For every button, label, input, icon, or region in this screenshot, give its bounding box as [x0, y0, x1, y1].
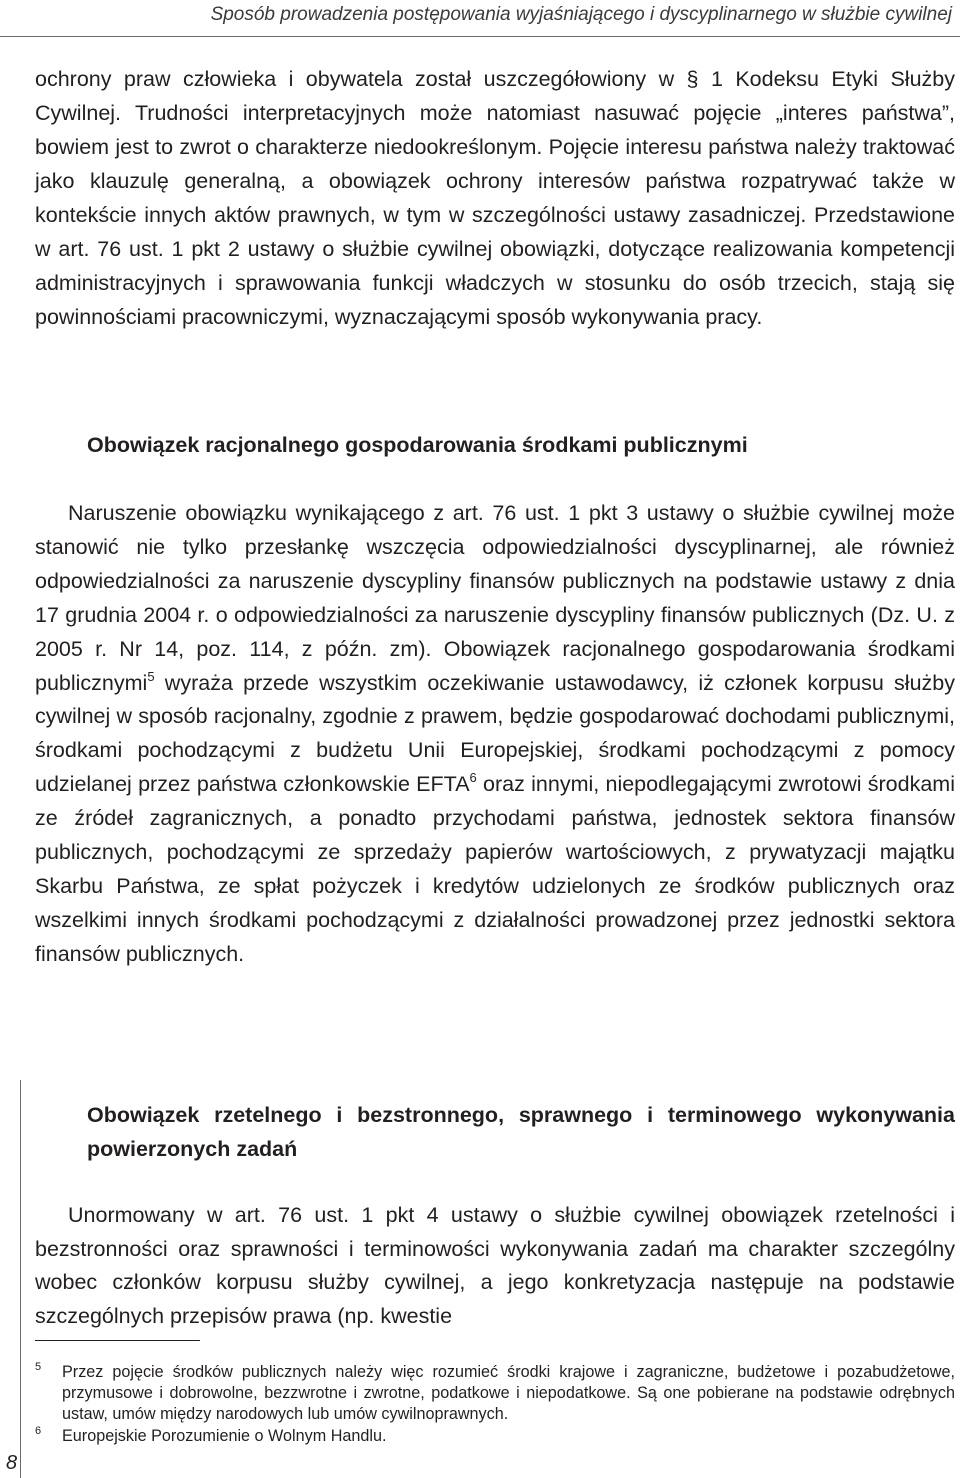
footnote-reference[interactable]: 5 [147, 668, 155, 684]
footnote-mark: 5 [35, 1361, 42, 1373]
paragraph-public-funds [35, 497, 955, 972]
footnote-text: Przez pojęcie środków publicznych należy więc rozumieć środki krajowe i zagraniczne, budżetowe i pozabudżetowe, przymusowe i dobrowolne, bezzwrotne i zwrotne, podatkowe i niepodatkowe. Są one pobierane na podstawie odrębnych ustaw, umów między narodowych lub umów cywilnoprawnych. [62, 1363, 955, 1423]
section-heading-reliability: Obowiązek rzetelnego i bezstronnego, sprawnego i terminowego wykonywania powierzonych zadań [87, 1103, 955, 1161]
paragraph-text [35, 497, 955, 972]
footnote-text: Europejskie Porozumienie o Wolnym Handlu. [62, 1427, 387, 1445]
paragraph-segment: oraz innymi, niepodlegającymi zwrotowi środkami ze źródeł zagranicznych, a ponadto przychodami państwa, jednostek sektora finansów publicznych, pochodzącymi ze sprzedaży papierów wartościowych, z prywatyzacji majątku Skarbu Państwa, ze spłat pożyczek i kredytów udzielonych ze środków publicznych oraz wszelkimi innych środkami pochodzącymi z działalności prowadzonej przez jednostki sektora finansów publicznych. [35, 772, 955, 966]
footnote-6 [35, 1426, 955, 1447]
footnote-separator [35, 1340, 200, 1341]
paragraph-segment: Naruszenie obowiązku wynikającego z art. 76 ust. 1 pkt 3 ustawy o służbie cywilnej może stanowić nie tylko przesłankę wszczęcia odpowiedzialności dyscyplinarnej, ale również odpowiedzialności za naruszenie dyscypliny finansów publicznych na podstawie ustawy z dnia 17 grudnia 2004 r. o odpowiedzialności za naruszenie dyscypliny finansów publicznych (Dz. U. z 2005 r. Nr 14, poz. 114, z późn. zm). Obowiązek racjonalnego gospodarowania środkami publicznymi [35, 501, 955, 695]
paragraph-reliability [35, 1199, 955, 1333]
paragraph-text: Unormowany w art. 76 ust. 1 pkt 4 ustawy o służbie cywilnej obowiązek rzetelności i bezstronności oraz sprawności i terminowości wykonywania zadań ma charakter szczególny wobec członków korpusu służby cywilnej, a jego konkretyzacja następuje na podstawie szczególnych przepisów prawa (np. kwestie [35, 1203, 955, 1328]
margin-rule [20, 1080, 21, 1478]
running-header: Sposób prowadzenia postępowania wyjaśniającego i dyscyplinarnego w służbie cywilnej [210, 4, 952, 25]
footnote-5 [35, 1362, 955, 1425]
paragraph-text: ochrony praw człowieka i obywatela został uszczegółowiony w § 1 Kodeksu Etyki Służby Cywilnej. Trudności interpretacyjnych może natomiast nasuwać pojęcie „interes państwa”, bowiem jest to zwrot o charakterze niedookreślonym. Pojęcie interesu państwa należy traktować jako klauzulę generalną, a obowiązek ochrony interesów państwa rozpatrywać także w kontekście innych aktów prawnych, w tym w szczególności ustawy zasadniczej. Przedstawione w art. 76 ust. 1 pkt 2 ustawy o służbie cywilnej obowiązki, dotyczące realizowania kompetencji administracyjnych i sprawowania funkcji władczych w stosunku do osób trzecich, stają się powinnościami pracowniczymi, wyznaczającymi sposób wykonywania pracy. [35, 67, 955, 329]
footnote-reference[interactable]: 6 [469, 770, 477, 786]
header-rule [0, 36, 960, 37]
section-heading-public-funds: Obowiązek racjonalnego gospodarowania środkami publicznymi [87, 433, 748, 457]
paragraph-intro [35, 62, 955, 334]
footnote-mark: 6 [35, 1425, 42, 1437]
page-number: 8 [6, 1452, 18, 1474]
paragraph-segment: wyraża przede wszystkim oczekiwanie ustawodawcy, iż członek korpusu służby cywilnej w sposób racjonalny, zgodnie z prawem, będzie gospodarować dochodami publicznymi, środkami pochodzącymi z budżetu Unii Europejskiej, środkami pochodzącymi z pomocy udzielanej przez państwa członkowskie EFTA [35, 670, 955, 797]
